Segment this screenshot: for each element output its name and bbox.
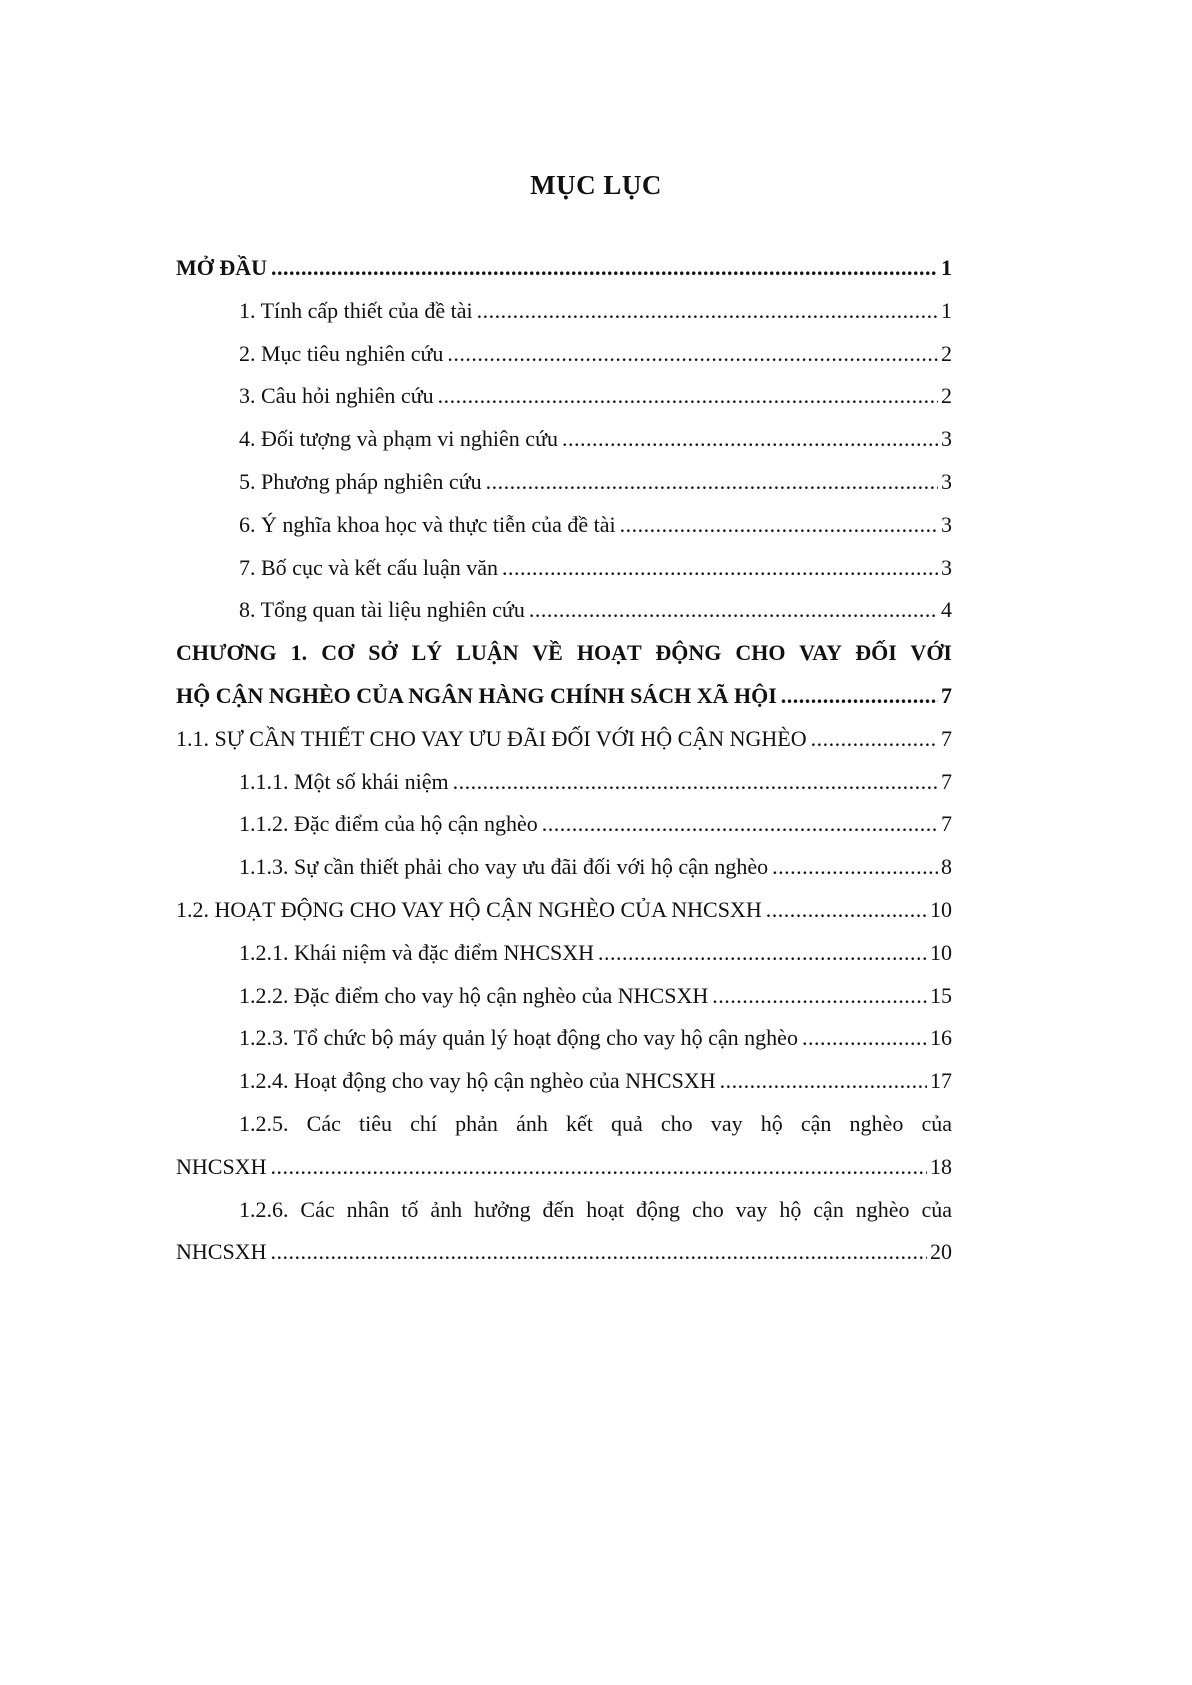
toc-entry[interactable] <box>176 1017 952 1060</box>
toc-leader-dots <box>772 846 938 889</box>
toc-page-number: 20 <box>930 1239 952 1265</box>
toc-leader-dots <box>447 333 938 376</box>
toc-entry-label: 1.2. HOẠT ĐỘNG CHO VAY HỘ CẬN NGHÈO CỦA NHCSXH <box>176 896 762 922</box>
toc-entry-label: 1. Tính cấp thiết của đề tài <box>239 297 473 323</box>
toc-entry-label: 2. Mục tiêu nghiên cứu <box>239 340 444 366</box>
toc-entry-label: CHƯƠNG 1. CƠ SỞ LÝ LUẬN VỀ HOẠT ĐỘNG CHO VAY ĐỐI VỚI <box>176 640 952 666</box>
toc-entry[interactable] <box>176 1060 952 1103</box>
toc-entry-label: 3. Câu hỏi nghiên cứu <box>239 383 434 409</box>
toc-entry-label: HỘ CẬN NGHÈO CỦA NGÂN HÀNG CHÍNH SÁCH XÃ HỘI <box>176 682 777 708</box>
toc-entry-label: NHCSXH <box>176 1239 267 1265</box>
toc-page-number: 1 <box>941 255 952 280</box>
toc-entry-label: 4. Đối tượng và phạm vi nghiên cứu <box>239 426 558 452</box>
toc-leader-dots <box>598 932 927 975</box>
toc-entry-label: 7. Bố cục và kết cấu luận văn <box>239 554 499 580</box>
toc-entry-line1[interactable] <box>176 1189 952 1232</box>
toc-leader-dots <box>712 975 927 1018</box>
toc-leader-dots <box>438 375 938 418</box>
toc-entry[interactable] <box>176 803 952 846</box>
toc-entry[interactable] <box>176 932 952 975</box>
toc-leader-dots <box>766 889 927 932</box>
toc-entry-label: 1.2.5. Các tiêu chí phản ánh kết quả cho vay hộ cận nghèo của <box>239 1110 952 1136</box>
toc-entry-label: NHCSXH <box>176 1153 267 1179</box>
toc-page-number: 7 <box>941 682 952 708</box>
toc-entry[interactable] <box>176 846 952 889</box>
toc-leader-dots <box>802 1017 927 1060</box>
toc-entry-label: 1.2.4. Hoạt động cho vay hộ cận nghèo của NHCSXH <box>239 1068 716 1094</box>
toc-page-number: 7 <box>941 768 952 794</box>
toc-chapter-heading-line1[interactable] <box>176 632 952 675</box>
toc-chapter-heading-line2[interactable] <box>176 675 952 718</box>
toc-leader-dots <box>529 589 938 632</box>
toc-entry-label: 6. Ý nghĩa khoa học và thực tiễn của đề tài <box>239 511 616 537</box>
toc-entry-label: 1.1.3. Sự cần thiết phải cho vay ưu đãi đối với hộ cận nghèo <box>239 854 769 880</box>
toc-leader-dots <box>542 803 938 846</box>
toc-leader-dots <box>270 1231 927 1274</box>
toc-page-number: 10 <box>930 939 952 965</box>
toc-leader-dots <box>271 247 938 290</box>
toc-leader-dots <box>477 290 938 333</box>
toc-page-number: 10 <box>930 896 952 922</box>
toc-entry-mo-dau[interactable] <box>176 247 952 290</box>
toc-leader-dots <box>453 761 938 804</box>
toc-entry[interactable] <box>176 375 952 418</box>
toc-entry[interactable] <box>176 761 952 804</box>
toc-entry[interactable] <box>176 290 952 333</box>
toc-entry-label: 1.1. SỰ CẦN THIẾT CHO VAY ƯU ĐÃI ĐỐI VỚI HỘ CẬN NGHÈO <box>176 725 807 751</box>
toc-leader-dots <box>720 1060 927 1103</box>
toc-entry-label: 1.2.6. Các nhân tố ảnh hưởng đến hoạt động cho vay hộ cận nghèo của <box>239 1196 952 1222</box>
toc-entry[interactable] <box>176 589 952 632</box>
toc-page-number: 2 <box>941 340 952 366</box>
toc-entry[interactable] <box>176 547 952 590</box>
toc-entry[interactable] <box>176 333 952 376</box>
toc-page-number: 3 <box>941 554 952 580</box>
toc-page-number: 18 <box>930 1153 952 1179</box>
toc-page-number: 17 <box>930 1068 952 1094</box>
toc-entry-label: MỞ ĐẦU <box>176 255 268 280</box>
toc-page-number: 16 <box>930 1025 952 1051</box>
toc-section-entry[interactable] <box>176 718 952 761</box>
toc-page-number: 1 <box>941 297 952 323</box>
toc-entry[interactable] <box>176 461 952 504</box>
table-of-contents <box>176 247 952 1274</box>
toc-entry-label: 8. Tổng quan tài liệu nghiên cứu <box>239 597 525 623</box>
toc-page-number: 15 <box>930 982 952 1008</box>
toc-entry-label: 1.1.2. Đặc điểm của hộ cận nghèo <box>239 811 538 837</box>
toc-page-number: 3 <box>941 511 952 537</box>
toc-leader-dots <box>502 547 938 590</box>
toc-entry-line2[interactable] <box>176 1231 952 1274</box>
toc-page-number: 8 <box>941 854 952 880</box>
toc-page-number: 7 <box>941 811 952 837</box>
toc-page-number: 2 <box>941 383 952 409</box>
toc-page-number: 3 <box>941 426 952 452</box>
toc-leader-dots <box>781 675 938 718</box>
toc-page-number: 3 <box>941 468 952 494</box>
toc-section-entry[interactable] <box>176 889 952 932</box>
toc-leader-dots <box>811 718 938 761</box>
toc-leader-dots <box>270 1146 927 1189</box>
toc-leader-dots <box>562 418 938 461</box>
toc-entry-label: 1.2.1. Khái niệm và đặc điểm NHCSXH <box>239 939 594 965</box>
toc-entry-label: 1.1.1. Một số khái niệm <box>239 768 449 794</box>
toc-entry-line2[interactable] <box>176 1146 952 1189</box>
toc-entry[interactable] <box>176 418 952 461</box>
toc-entry[interactable] <box>176 975 952 1018</box>
toc-entry[interactable] <box>176 504 952 547</box>
toc-page-number: 4 <box>941 597 952 623</box>
toc-page-number: 7 <box>941 725 952 751</box>
toc-entry-label: 5. Phương pháp nghiên cứu <box>239 468 482 494</box>
toc-leader-dots <box>620 504 938 547</box>
toc-entry-label: 1.2.3. Tổ chức bộ máy quản lý hoạt động cho vay hộ cận nghèo <box>239 1025 798 1051</box>
page-title: MỤC LỤC <box>530 170 662 200</box>
toc-entry-line1[interactable] <box>176 1103 952 1146</box>
toc-leader-dots <box>486 461 938 504</box>
toc-entry-label: 1.2.2. Đặc điểm cho vay hộ cận nghèo của NHCSXH <box>239 982 709 1008</box>
